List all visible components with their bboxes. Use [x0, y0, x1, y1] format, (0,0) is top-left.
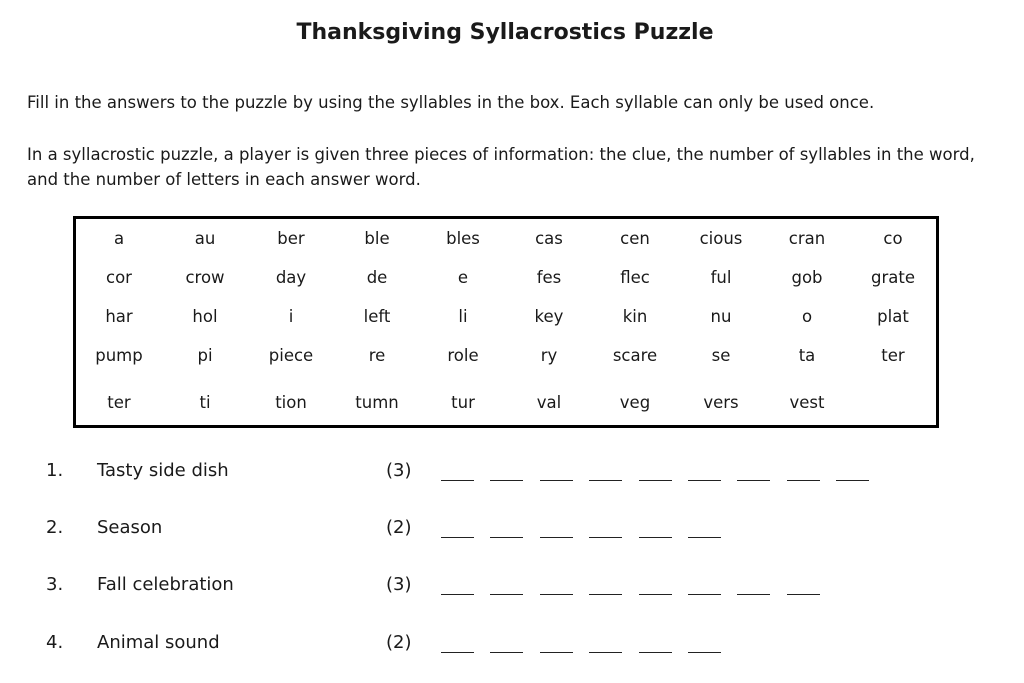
syllable-cell: crow	[185, 268, 225, 287]
clue-row	[0, 460, 1024, 490]
syllable-cell: nu	[710, 307, 732, 326]
syllable-cell: co	[883, 229, 903, 248]
syllable-cell: veg	[619, 393, 651, 412]
page-title: Thanksgiving Syllacrostics Puzzle	[296, 20, 714, 45]
syllable-cell: cious	[699, 229, 743, 248]
clue-text: Tasty side dish	[97, 460, 229, 481]
syllable-count: (3)	[386, 460, 412, 481]
syllable-cell: tur	[451, 393, 475, 412]
syllable-cell: ti	[199, 393, 211, 412]
syllable-cell: piece	[268, 346, 314, 365]
letter-blank[interactable]	[441, 652, 474, 653]
instructions-paragraph: Fill in the answers to the puzzle by using the syllables in the box. Each syllable can only be used once.	[27, 93, 875, 112]
explanation-paragraph: In a syllacrostic puzzle, a player is given three pieces of information: the clue, the number of syllables in the word, and the number of letters in each answer word.	[27, 145, 975, 189]
syllable-cell: left	[363, 307, 391, 326]
syllable-cell: ter	[881, 346, 905, 365]
syllable-cell: cor	[106, 268, 132, 287]
clue-text: Animal sound	[97, 632, 220, 653]
letter-blank[interactable]	[589, 537, 622, 538]
syllable-cell: pump	[95, 346, 143, 365]
syllable-cell: o	[801, 307, 813, 326]
letter-blank[interactable]	[490, 480, 523, 481]
letter-blank[interactable]	[540, 537, 573, 538]
syllable-count: (2)	[386, 632, 412, 653]
syllable-cell: li	[458, 307, 468, 326]
letter-blank[interactable]	[836, 480, 869, 481]
letter-blank[interactable]	[737, 480, 770, 481]
syllable-cell: role	[447, 346, 479, 365]
syllable-cell: tion	[275, 393, 307, 412]
letter-blank[interactable]	[688, 537, 721, 538]
syllable-cell: au	[194, 229, 216, 248]
syllable-cell: ry	[540, 346, 558, 365]
syllable-cell: se	[711, 346, 731, 365]
syllable-cell: cran	[788, 229, 826, 248]
clue-text: Fall celebration	[97, 574, 234, 595]
letter-blank[interactable]	[787, 594, 820, 595]
syllable-cell: key	[534, 307, 564, 326]
syllable-cell: a	[113, 229, 125, 248]
syllable-cell: fes	[536, 268, 562, 287]
syllable-cell: ter	[107, 393, 131, 412]
syllable-cell: hol	[192, 307, 218, 326]
syllable-cell: de	[366, 268, 388, 287]
letter-blank[interactable]	[688, 480, 721, 481]
letter-blank[interactable]	[490, 652, 523, 653]
letter-blank[interactable]	[589, 480, 622, 481]
syllable-cell: flec	[620, 268, 650, 287]
letter-blank[interactable]	[737, 594, 770, 595]
syllable-cell: e	[457, 268, 469, 287]
syllable-cell: val	[536, 393, 562, 412]
syllable-cell: cen	[620, 229, 650, 248]
clue-row	[0, 517, 1024, 547]
letter-blank[interactable]	[639, 480, 672, 481]
letter-blank[interactable]	[639, 594, 672, 595]
letter-blank[interactable]	[589, 594, 622, 595]
syllable-cell: vest	[789, 393, 825, 412]
letter-blank[interactable]	[540, 480, 573, 481]
syllable-count: (2)	[386, 517, 412, 538]
syllable-cell: i	[288, 307, 294, 326]
letter-blank[interactable]	[441, 537, 474, 538]
syllable-cell: plat	[877, 307, 909, 326]
clue-row	[0, 574, 1024, 604]
syllable-count: (3)	[386, 574, 412, 595]
syllable-cell: cas	[535, 229, 563, 248]
letter-blank[interactable]	[490, 537, 523, 538]
letter-blank[interactable]	[688, 594, 721, 595]
clue-number: 4.	[46, 632, 64, 653]
clue-number: 2.	[46, 517, 64, 538]
syllable-cell: day	[275, 268, 307, 287]
letter-blank[interactable]	[688, 652, 721, 653]
letter-blank[interactable]	[490, 594, 523, 595]
syllable-cell: pi	[197, 346, 213, 365]
letter-blank[interactable]	[441, 594, 474, 595]
letter-blank[interactable]	[787, 480, 820, 481]
clue-number: 1.	[46, 460, 64, 481]
clue-number: 3.	[46, 574, 64, 595]
letter-blank[interactable]	[639, 537, 672, 538]
letter-blank[interactable]	[589, 652, 622, 653]
letter-blank[interactable]	[540, 594, 573, 595]
syllable-cell: vers	[703, 393, 739, 412]
syllable-cell: ta	[798, 346, 816, 365]
clue-text: Season	[97, 517, 163, 538]
syllable-cell: har	[105, 307, 133, 326]
syllable-cell: gob	[791, 268, 823, 287]
syllable-cell: kin	[622, 307, 648, 326]
syllable-cell: ble	[364, 229, 390, 248]
syllable-cell: grate	[871, 268, 915, 287]
syllable-cell: tumn	[355, 393, 399, 412]
letter-blank[interactable]	[441, 480, 474, 481]
clue-row	[0, 632, 1024, 662]
letter-blank[interactable]	[540, 652, 573, 653]
syllable-cell: scare	[612, 346, 658, 365]
syllable-cell: re	[368, 346, 386, 365]
syllable-cell: ber	[277, 229, 305, 248]
syllable-box	[73, 216, 939, 428]
syllable-cell: ful	[710, 268, 732, 287]
letter-blank[interactable]	[639, 652, 672, 653]
syllable-cell: bles	[446, 229, 480, 248]
